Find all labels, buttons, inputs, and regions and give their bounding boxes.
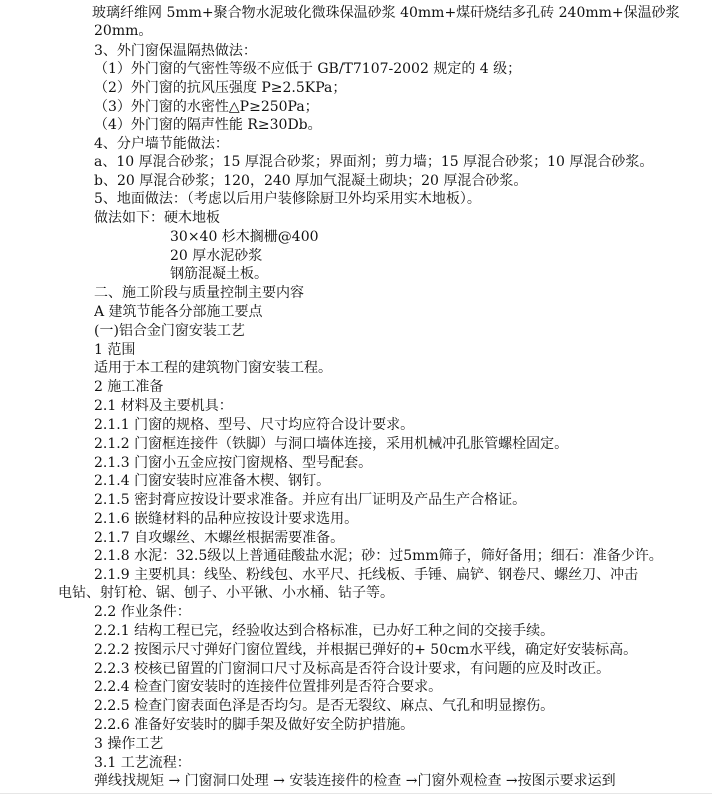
text-line: 2.1.7 自攻螺丝、木螺丝根据需要准备。 [94, 530, 345, 546]
section-heading: A 建筑节能各分部施工要点 [94, 304, 263, 320]
section-heading: 二、施工阶段与质量控制主要内容 [94, 285, 304, 301]
text-line: b、20 厚混合砂浆；120，240 厚加气混凝土砌块；20 厚混合砂浆。 [94, 173, 528, 189]
text-line: 2.1.8 水泥：32.5级以上普通硅酸盐水泥；砂：过5mm筛子，筛好备用；细石：准备少许。 [94, 548, 663, 564]
text-line: 2.2.4 检查门窗安装时的连接件位置排列是否符合要求。 [94, 679, 443, 695]
text-line: （4）外门窗的隔声性能 R≥30Db。 [94, 117, 322, 133]
text-line: 2.2.3 校核已留置的门窗洞口尺寸及标高是否符合设计要求，有问题的应及时改正。 [94, 661, 611, 677]
text-line: 3.1 工艺流程： [94, 755, 191, 771]
text-line: 玻璃纤维网 5mm+聚合物水泥玻化微珠保温砂浆 40mm+煤矸烧结多孔砖 240mm+保温砂浆 [92, 5, 680, 21]
text-line: 2.1.5 密封膏应按设计要求准备。并应有出厂证明及产品生产合格证。 [94, 492, 527, 508]
section-heading: 2 施工准备 [94, 379, 164, 395]
section-heading: (一)铝合金门窗安装工艺 [94, 323, 245, 339]
section-heading: 3 操作工艺 [94, 736, 164, 752]
text-line: 2.1 材料及主要机具： [94, 398, 233, 414]
text-line: 30×40 杉木搁栅@400 [170, 229, 319, 245]
text-line: 2.2 作业条件： [94, 604, 191, 620]
text-line: 2.2.6 准备好安装时的脚手架及做好安全防护措施。 [94, 717, 415, 733]
section-heading: 3、外门窗保温隔热做法： [94, 43, 257, 59]
text-line: 电钻、射钉枪、锯、刨子、小平锹、小水桶、钻子等。 [58, 585, 394, 601]
text-line: 钢筋混凝土板。 [170, 266, 268, 282]
text-line: 2.1.3 门窗小五金应按门窗规格、型号配套。 [94, 455, 373, 471]
text-line: 2.2.5 检查门窗表面色泽是否均匀。是否无裂纹、麻点、气孔和明显擦伤。 [94, 698, 555, 714]
text-line: 2.1.4 门窗安装时应准备木楔、钢钉。 [94, 473, 331, 489]
text-line: 2.2.1 结构工程已完，经验收达到合格标准，已办好工种之间的交接手续。 [94, 623, 555, 639]
section-heading: 5、地面做法：（考虑以后用户装修除厨卫外均采用实木地板）。 [94, 191, 481, 207]
text-line: 2.1.6 嵌缝材料的品种应按设计要求选用。 [94, 511, 359, 527]
text-line: 2.1.1 门窗的规格、型号、尺寸均应符合设计要求。 [94, 417, 415, 433]
text-line: 2.1.2 门窗框连接件（铁脚）与洞口墙体连接，采用机械冲孔胀管螺栓固定。 [94, 436, 569, 452]
text-line: 20mm。 [94, 23, 153, 39]
text-line: 适用于本工程的建筑物门窗安装工程。 [94, 360, 332, 376]
section-heading: 4、分户墙节能做法： [94, 136, 229, 152]
text-line: （1）外门窗的气密性等级不应低于 GB/T7107-2002 规定的 4 级； [94, 61, 522, 77]
text-line: 20 厚水泥砂浆 [170, 248, 263, 264]
text-line: （2）外门窗的抗风压强度 P≥2.5KPa； [94, 80, 347, 96]
text-line: 2.2.2 按图示尺寸弹好门窗位置线，并根据已弹好的+ 50cm水平线，确定好安装标高。 [94, 642, 638, 658]
text-line: （3）外门窗的水密性△P≥250Pa； [94, 99, 319, 115]
text-line: 做法如下：硬木地板 [94, 210, 220, 226]
text-line: 2.1.9 主要机具：线坠、粉线包、水平尺、托线板、手锤、扁铲、钢卷尺、螺丝刀、冲击 [94, 567, 639, 583]
section-heading: 1 范围 [94, 342, 136, 358]
text-line: 弹线找规矩 → 门窗洞口处理 → 安装连接件的检查 →门窗外观检查 →按图示要求运到 [94, 773, 616, 789]
text-line: a、10 厚混合砂浆；15 厚混合砂浆；界面剂；剪力墙；15 厚混合砂浆；10 厚混合砂浆。 [94, 154, 654, 170]
